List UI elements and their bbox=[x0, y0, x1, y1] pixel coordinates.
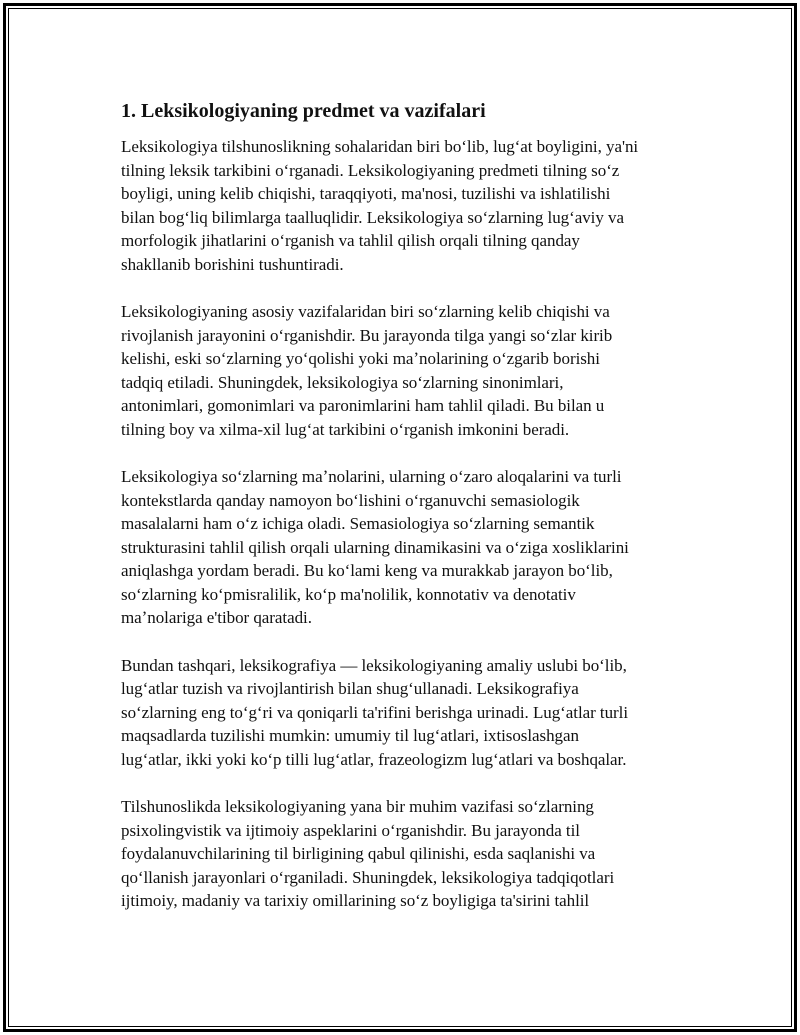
document-body bbox=[121, 98, 701, 937]
paragraph-1 bbox=[121, 135, 701, 276]
text-line: Bundan tashqari, leksikografiya — leksikologiyaning amaliy uslubi boʻlib, bbox=[121, 655, 627, 675]
text-line: strukturasini tahlil qilish orqali ularning dinamikasini va oʻziga xosliklarini bbox=[121, 537, 629, 557]
text-line: qoʻllanish jarayonlari oʻrganiladi. Shuningdek, leksikologiya tadqiqotlari bbox=[121, 867, 615, 887]
text-line: psixolingvistik va ijtimoiy aspeklarini oʻrganishdir. Bu jarayonda til bbox=[121, 820, 580, 840]
text-line: bilan bogʻliq bilimlarga taalluqlidir. Leksikologiya soʻzlarning lugʻaviy va bbox=[121, 207, 624, 227]
text-line: Leksikologiyaning asosiy vazifalaridan biri soʻzlarning kelib chiqishi va bbox=[121, 302, 610, 321]
text-line: tadqiq etiladi. Shuningdek, leksikologiya soʻzlarning sinonimlari, bbox=[121, 372, 564, 392]
page-frame bbox=[3, 3, 797, 1032]
text-line: morfologik jihatlarini oʻrganish va tahlil qilish orqali tilning qanday bbox=[121, 231, 580, 250]
section-heading: 1. Leksikologiyaning predmet va vazifalari bbox=[121, 100, 486, 122]
text-line: foydalanuvchilarining til birligining qabul qilinishi, esda saqlanishi va bbox=[121, 844, 596, 863]
text-line: aniqlashga yordam beradi. Bu koʻlami keng va murakkab jarayon boʻlib, bbox=[121, 561, 613, 580]
text-line: tilning boy va xilma-xil lugʻat tarkibini oʻrganish imkonini beradi. bbox=[121, 419, 570, 439]
text-line: tilning leksik tarkibini oʻrganadi. Leksikologiyaning predmeti tilning soʻz bbox=[121, 160, 620, 180]
text-line: antonimlari, gomonimlari va paronimlarini ham tahlil qiladi. Bu bilan u bbox=[121, 396, 605, 415]
text-line: lugʻatlar, ikki yoki koʻp tilli lugʻatlar, frazeologizm lugʻatlari va boshqalar. bbox=[121, 749, 627, 769]
paragraph-4 bbox=[121, 654, 701, 772]
text-line: maʼnolariga e'tibor qaratadi. bbox=[121, 608, 312, 627]
text-line: ijtimoiy, madaniy va tarixiy omillarining soʻz boyligiga ta'sirini tahlil bbox=[121, 891, 590, 910]
text-line: Leksikologiya soʻzlarning maʼnolarini, ularning oʻzaro aloqalarini va turli bbox=[121, 467, 622, 486]
text-line: masalalarni ham oʻz ichiga oladi. Semasiologiya soʻzlarning semantik bbox=[121, 514, 595, 533]
text-line: boyligi, uning kelib chiqishi, taraqqiyoti, ma'nosi, tuzilishi va ishlatilishi bbox=[121, 184, 611, 203]
text-line: soʻzlarning eng toʻgʻri va qoniqarli ta'rifini berishga urinadi. Lugʻatlar turli bbox=[121, 702, 629, 722]
text-line: shakllanib borishini tushuntiradi. bbox=[121, 254, 344, 274]
text-line: rivojlanish jarayonini oʻrganishdir. Bu jarayonda tilga yangi soʻzlar kirib bbox=[121, 325, 613, 345]
paragraph-3 bbox=[121, 465, 701, 630]
text-line: kontekstlarda qanday namoyon boʻlishini oʻrganuvchi semasiologik bbox=[121, 490, 580, 510]
paragraph-5 bbox=[121, 795, 701, 913]
paragraph-2 bbox=[121, 300, 701, 441]
text-line: Leksikologiya tilshunoslikning sohalaridan biri boʻlib, lugʻat boyligini, ya'ni bbox=[121, 137, 639, 156]
text-line: lugʻatlar tuzish va rivojlantirish bilan shugʻullanadi. Leksikografiya bbox=[121, 679, 579, 698]
text-line: soʻzlarning koʻpmisralilik, koʻp ma'nolilik, konnotativ va denotativ bbox=[121, 584, 576, 604]
text-line: Tilshunoslikda leksikologiyaning yana bir muhim vazifasi soʻzlarning bbox=[121, 797, 594, 816]
text-line: kelishi, eski soʻzlarning yoʻqolishi yoki maʼnolarining oʻzgarib borishi bbox=[121, 349, 600, 368]
text-line: maqsadlarda tuzilishi mumkin: umumiy til lugʻatlari, ixtisoslashgan bbox=[121, 726, 579, 745]
